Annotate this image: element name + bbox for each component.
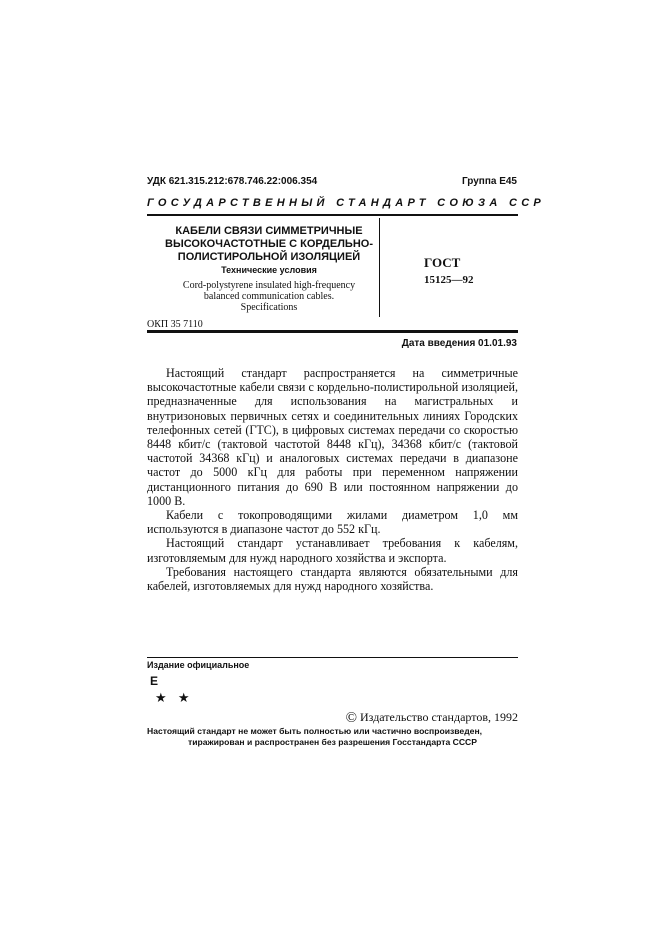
gost-number: 15125—92 [424, 274, 474, 286]
title-line-3: ПОЛИСТИРОЛЬНОЙ ИЗОЛЯЦИЕЙ [177, 251, 361, 263]
udk-code: УДК 621.315.212:678.746.22:006.354 [147, 176, 318, 187]
official-edition: Издание официальное [147, 660, 250, 670]
copyright-text: Издательство стандартов, 1992 [360, 710, 518, 724]
state-standard-heading: ГОСУДАРСТВЕННЫЙ СТАНДАРТ СОЮЗА ССР [147, 197, 546, 209]
document-subtitle: Технические условия [221, 265, 317, 275]
reproduction-notice [147, 726, 518, 748]
body-paragraph: Настоящий стандарт устанавливает требования к кабелям, изготовляемым для нужд народного хозяйства и экспорта. [147, 536, 518, 565]
copyright [346, 710, 518, 727]
body-paragraph: Требования настоящего стандарта являются обязательными для кабелей, изготовляемых для нужд народного хозяйства. [147, 564, 518, 594]
english-title [163, 280, 375, 313]
notice-line-2: тиражирован и распространен без разрешения Госстандарта СССР [188, 737, 477, 747]
english-title-line-3: Specifications [240, 302, 298, 313]
title-divider [379, 218, 380, 317]
document-title [163, 225, 375, 264]
group-code: Группа Е45 [461, 176, 517, 187]
okp-code: ОКП 35 7110 [147, 319, 203, 330]
english-title-line-2: balanced communication cables. [203, 291, 335, 302]
english-title-line-1: Cord-polystyrene insulated high-frequency [182, 280, 356, 291]
stars-mark: ★ ★ [155, 690, 194, 705]
title-line-2: ВЫСОКОЧАСТОТНЫЕ С КОРДЕЛЬНО- [165, 238, 373, 250]
effective-date: Дата введения 01.01.93 [401, 338, 517, 349]
mark-e: Е [150, 674, 159, 688]
gost-label: ГОСТ [424, 255, 461, 270]
body-paragraph: Настоящий стандарт распространяется на симметричные высокочастотные кабели связи с кордельно-полистирольной изоляцией, предназначенные для использования на магистральных и внутризоновых первичных сетях и соединительных линиях Городских телефонных сетей (ГТС), в цифровых системах передачи со скоростью 8448 кбит/с (тактовой частотой 8448 кГц), 34368 кбит/с (тактовой частотой 34368 кГц) и аналоговых системах передачи в диапазоне частот до 5000 кГц для работы при переменном напряжении дистанционного питания до 690 В или постоянном напряжении до 1000 В. [147, 366, 518, 508]
body-paragraph: Кабели с токопроводящими жилами диаметром 1,0 мм используются в диапазоне частот до 552 кГц. [147, 508, 518, 537]
body-text [147, 366, 518, 593]
copyright-symbol: © [345, 710, 357, 726]
title-bottom-rule [147, 330, 518, 333]
title-line-1: КАБЕЛИ СВЯЗИ СИММЕТРИЧНЫЕ [175, 225, 363, 237]
notice-line-1: Настоящий стандарт не может быть полностью или частично воспроизведен, [147, 726, 483, 736]
top-rule [147, 214, 518, 216]
footer-rule [147, 657, 518, 658]
